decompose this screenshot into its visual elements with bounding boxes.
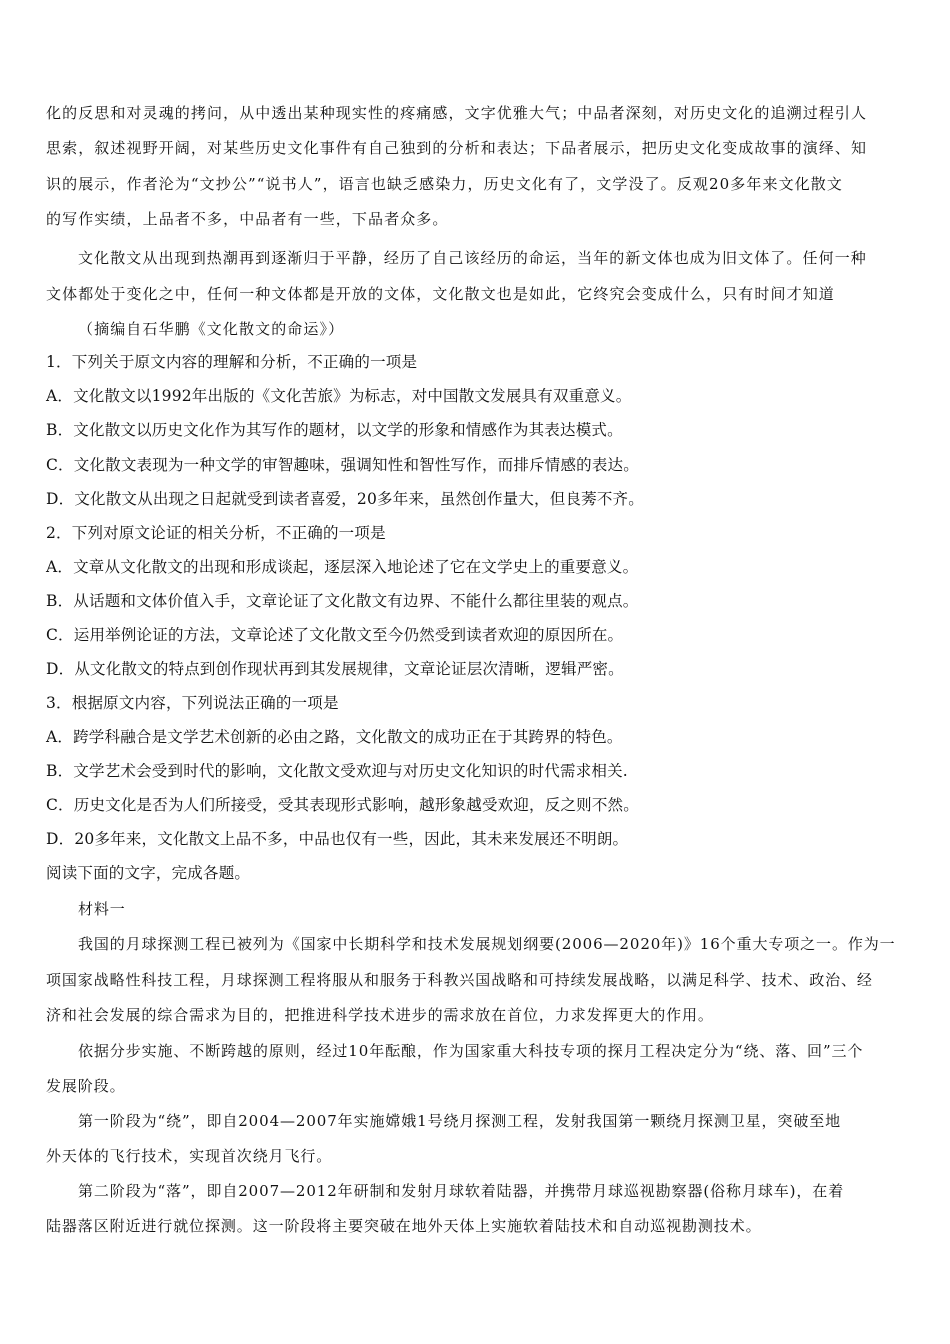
question-2-option-b: B．从话题和文体价值入手，文章论证了文化散文有边界、不能什么都往里装的观点。: [46, 592, 639, 610]
question-2-stem: 2．下列对原文论证的相关分析，不正确的一项是: [46, 524, 386, 542]
material-paragraph1-line-2: 项国家战略性科技工程，月球探测工程将服从和服务于科教兴国战略和可持续发展战略，以满足科学、技术、政治、经: [46, 971, 873, 989]
material-paragraph4-line-2: 陆器落区附近进行就位探测。这一阶段将主要突破在地外天体上实施软着陆技术和自动巡视勘测技术。: [46, 1217, 762, 1235]
essay-paragraph1-line-3: 识的展示，作者沦为“文抄公”“说书人”，语言也缺乏感染力，历史文化有了，文学没了。反观20多年来文化散文: [46, 175, 843, 193]
question-1-option-a: A．文化散文以1992年出版的《文化苦旅》为标志，对中国散文发展具有双重意义。: [46, 387, 632, 405]
material-paragraph1-line-1: 我国的月球探测工程已被列为《国家中长期科学和技术发展规划纲要(2006—2020年)》16个重大专项之一。作为一: [78, 935, 896, 953]
question-3-option-d: D．20多年来，文化散文上品不多，中品也仅有一些，因此，其未来发展还不明朗。: [46, 830, 629, 848]
question-3-option-a: A．跨学科融合是文学艺术创新的必由之路，文化散文的成功正在于其跨界的特色。: [46, 728, 623, 746]
question-2-option-a: A．文章从文化散文的出现和形成谈起，逐层深入地论述了它在文学史上的重要意义。: [46, 558, 639, 576]
material-paragraph3-line-2: 外天体的飞行技术，实现首次绕月飞行。: [46, 1147, 333, 1165]
essay-paragraph1-line-2: 思索，叙述视野开阔，对某些历史文化事件有自己独到的分析和表达；下品者展示，把历史文化变成故事的演绎、知: [46, 139, 868, 157]
question-1-option-c: C．文化散文表现为一种文学的审智趣味，强调知性和智性写作，而排斥情感的表达。: [46, 456, 639, 474]
question-3-option-c: C．历史文化是否为人们所接受，受其表现形式影响，越形象越受欢迎，反之则不然。: [46, 796, 639, 814]
question-3-stem: 3．根据原文内容，下列说法正确的一项是: [46, 694, 339, 712]
essay-paragraph2-line-2: 文体都处于变化之中，任何一种文体都是开放的文体，文化散文也是如此，它终究会变成什么，只有时间才知道: [46, 285, 835, 303]
material-heading: 材料一: [78, 900, 126, 918]
essay-paragraph1-line-4: 的写作实绩，上品者不多，中品者有一些，下品者众多。: [46, 210, 449, 228]
material-paragraph1-line-3: 济和社会发展的综合需求为目的，把推进科学技术进步的需求放在首位，力求发挥更大的作用。: [46, 1006, 714, 1024]
essay-source: （摘编自石华鹏《文化散文的命运》）: [78, 320, 345, 338]
material-paragraph2-line-1: 依据分步实施、不断跨越的原则，经过10年酝酿，作为国家重大科技专项的探月工程决定分为“绕、落、回”三个: [78, 1042, 864, 1060]
question-3-option-b: B．文学艺术会受到时代的影响，文化散文受欢迎与对历史文化知识的时代需求相关.: [46, 762, 628, 780]
material-paragraph4-line-1: 第二阶段为“落”，即自2007—2012年研制和发射月球软着陆器，并携带月球巡视勘察器(俗称月球车)，在着: [78, 1182, 845, 1200]
question-1-option-b: B．文化散文以历史文化作为其写作的题材，以文学的形象和情感作为其表达模式。: [46, 421, 623, 439]
question-2-option-d: D．从文化散文的特点到创作现状再到其发展规律，文章论证层次清晰，逻辑严密。: [46, 660, 624, 678]
essay-paragraph2-line-1: 文化散文从出现到热潮再到逐渐归于平静，经历了自己该经历的命运，当年的新文体也成为旧文体了。任何一种: [78, 249, 867, 267]
question-1-option-d: D．文化散文从出现之日起就受到读者喜爱，20多年来，虽然创作量大，但良莠不齐。: [46, 490, 644, 508]
material-paragraph3-line-1: 第一阶段为“绕”，即自2004—2007年实施嫦娥1号绕月探测工程，发射我国第一颗绕月探测卫星，突破至地: [78, 1112, 842, 1130]
essay-paragraph1-line-1: 化的反思和对灵魂的拷问，从中透出某种现实性的疼痛感，文字优雅大气；中品者深刻，对历史文化的追溯过程引人: [46, 104, 868, 122]
question-1-stem: 1．下列关于原文内容的理解和分析，不正确的一项是: [46, 353, 418, 371]
reading-instruction: 阅读下面的文字，完成各题。: [46, 864, 251, 882]
material-paragraph2-line-2: 发展阶段。: [46, 1077, 126, 1095]
question-2-option-c: C．运用举例论证的方法，文章论述了文化散文至今仍然受到读者欢迎的原因所在。: [46, 626, 624, 644]
